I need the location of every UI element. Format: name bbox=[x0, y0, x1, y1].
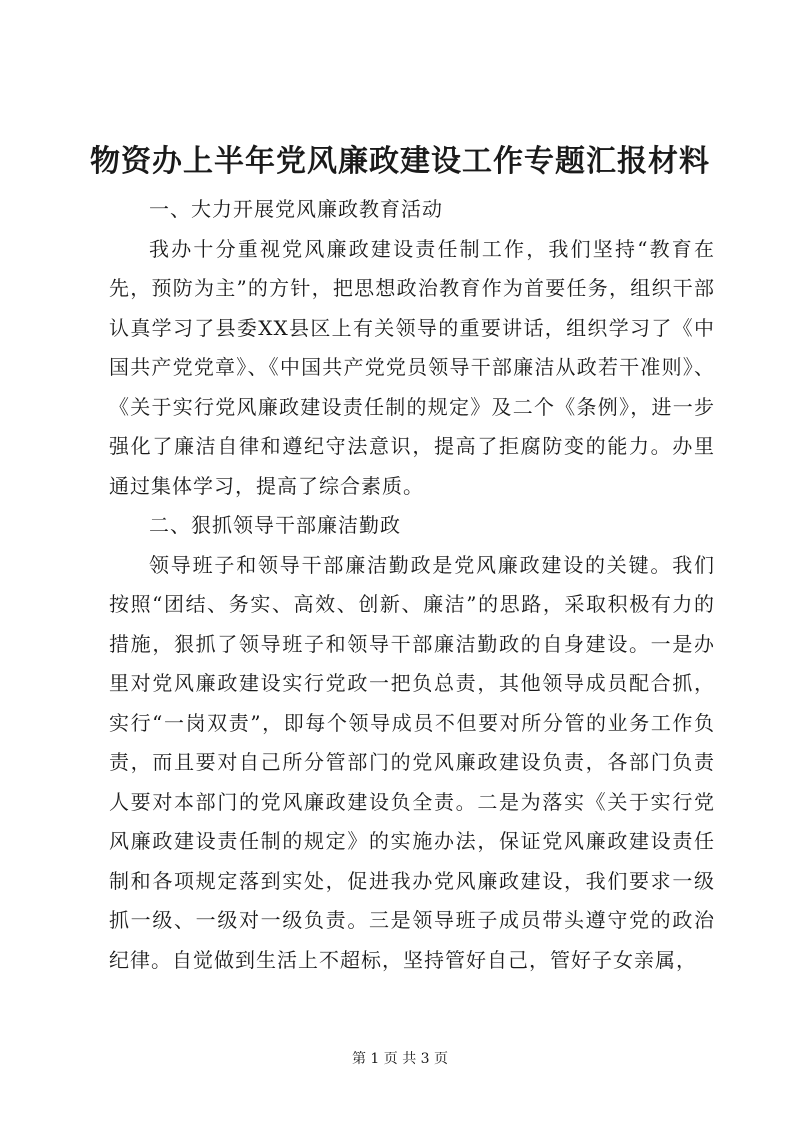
section-heading-1: 一、大力开展党风廉政教育活动 bbox=[149, 197, 443, 221]
document-body bbox=[109, 190, 715, 980]
section-heading-2: 二、狠抓领导干部廉洁勤政 bbox=[149, 513, 401, 537]
section-paragraph-2: 领导班子和领导干部廉洁勤政是党风廉政建设的关键。我们按照“团结、务实、高效、创新、廉洁”的思路，采取积极有力的措施，狠抓了领导班子和领导干部廉洁勤政的自身建设。一是办里对党风廉政建设实行党政一把负总责，其他领导成员配合抓，实行“一岗双责”，即每个领导成员不但要对所分管的业务工作负责，而且要对自己所分管部门的党风廉政建设负责，各部门负责人要对本部门的党风廉政建设负全责。二是为落实《关于实行党风廉政建设责任制的规定》的实施办法，保证党风廉政建设责任制和各项规定落到实处，促进我办党风廉政建设，我们要求一级抓一级、一级对一级负责。三是领导班子成员带头遵守党的政治纪律。自觉做到生活上不超标，坚持管好自己，管好子女亲属， bbox=[109, 552, 715, 972]
page-title: 物资办上半年党风廉政建设工作专题汇报材料 bbox=[90, 144, 710, 179]
page-footer: 第 1 页 共 3 页 bbox=[351, 1051, 449, 1067]
section-paragraph-1: 我办十分重视党风廉政建设责任制工作，我们坚持“教育在先，预防为主”的方针，把思想政治教育作为首要任务，组织干部认真学习了县委XX县区上有关领导的重要讲话，组织学习了《中国共产党党章》、《中国共产党党员领导干部廉洁从政若干准则》、《关于实行党风廉政建设责任制的规定》及二个《条例》，进一步强化了廉洁自律和遵纪守法意识，提高了拒腐防变的能力。办里通过集体学习，提高了综合素质。 bbox=[109, 236, 715, 498]
